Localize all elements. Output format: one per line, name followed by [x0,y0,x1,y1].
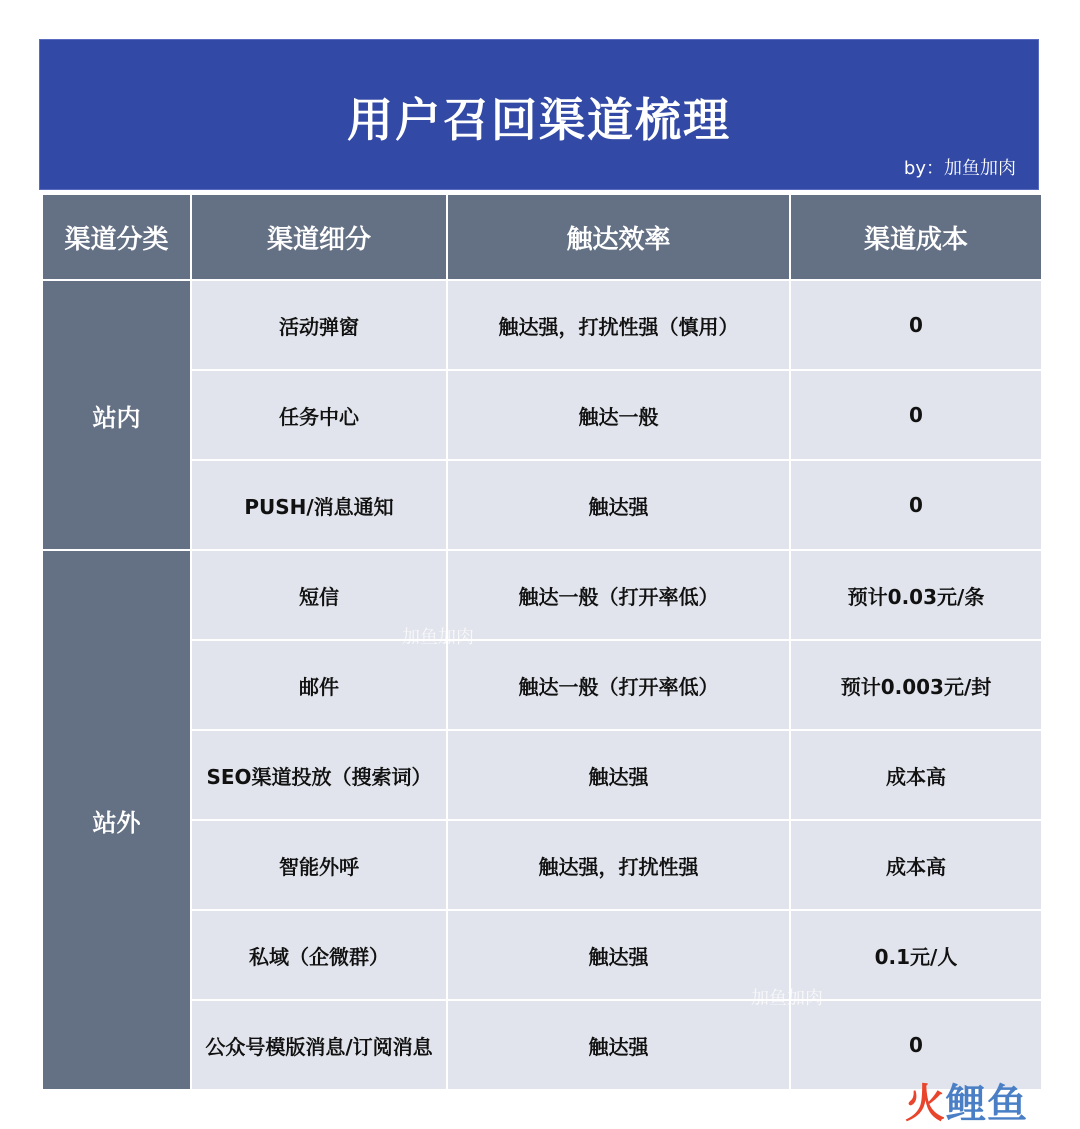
channel-cell: 短信 [191,550,447,640]
efficiency-cell: 触达强 [447,1000,790,1090]
cost-cell: 0.1元/人 [790,910,1042,1000]
channel-cell: 公众号模版消息/订阅消息 [191,1000,447,1090]
channel-cell: 任务中心 [191,370,447,460]
cost-cell: 0 [790,460,1042,550]
table-row [42,910,1042,1000]
channel-cell: PUSH/消息通知 [191,460,447,550]
table-row [42,730,1042,820]
category-cell-offsite: 站外 [42,550,191,1090]
column-header-channel: 渠道细分 [191,194,447,280]
cost-cell: 预计0.003元/封 [790,640,1042,730]
watermark: 加鱼加肉 [751,988,823,1009]
column-header-efficiency: 触达效率 [447,194,790,280]
cost-cell: 预计0.03元/条 [790,550,1042,640]
page-title: 用户召回渠道梳理 [347,93,731,147]
cost-cell: 成本高 [790,820,1042,910]
efficiency-cell: 触达强 [447,460,790,550]
efficiency-cell: 触达一般（打开率低） [447,550,790,640]
efficiency-cell: 触达强 [447,730,790,820]
table-row [42,1000,1042,1090]
efficiency-cell: 触达一般（打开率低） [447,640,790,730]
cost-cell: 0 [790,1000,1042,1090]
channel-cell: 活动弹窗 [191,280,447,370]
channel-cell: 邮件 [191,640,447,730]
watermark: 加鱼加肉 [402,627,474,648]
cost-cell: 0 [790,280,1042,370]
channel-cell: 智能外呼 [191,820,447,910]
column-header-cost: 渠道成本 [790,194,1042,280]
table-row [42,820,1042,910]
table-row [42,640,1042,730]
table-row [42,370,1042,460]
cost-cell: 成本高 [790,730,1042,820]
efficiency-cell: 触达一般 [447,370,790,460]
author-byline: by：加鱼加肉 [903,158,1016,179]
table-row [42,280,1042,370]
efficiency-cell: 触达强 [447,910,790,1000]
efficiency-cell: 触达强，打扰性强 [447,820,790,910]
title-banner [39,39,1039,190]
channel-table [41,193,1043,1091]
column-header-category: 渠道分类 [42,194,191,280]
table-header-row [42,194,1042,280]
table-row [42,550,1042,640]
cost-cell: 0 [790,370,1042,460]
logo-part-fire: 火 [905,1081,946,1127]
efficiency-cell: 触达强，打扰性强（慎用） [447,280,790,370]
category-cell-onsite: 站内 [42,280,191,550]
site-logo [905,1072,1028,1129]
table-row [42,460,1042,550]
logo-part-carp: 鲤鱼 [946,1081,1028,1127]
channel-cell: SEO渠道投放（搜索词） [191,730,447,820]
channel-cell: 私域（企微群） [191,910,447,1000]
